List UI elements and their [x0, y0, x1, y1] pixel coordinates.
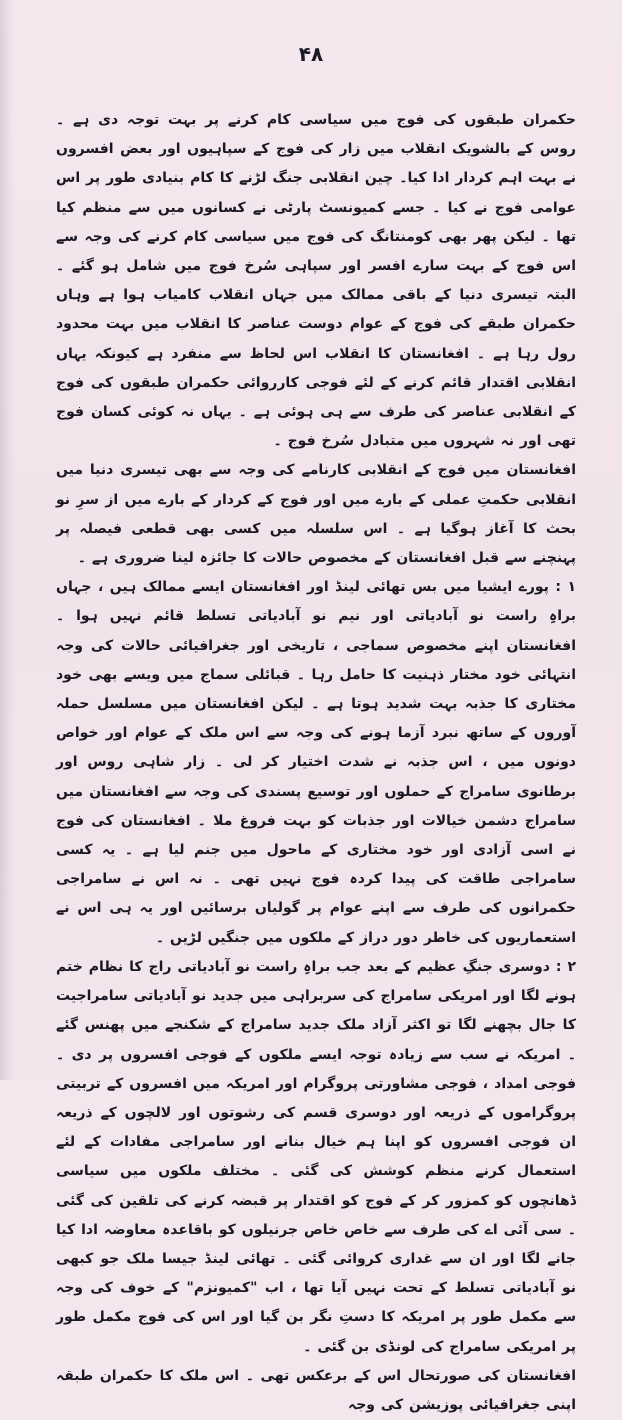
- paragraph-4: ۲ : دوسری جنگِ عظیم کے بعد جب براہِ راست نو آبادیاتی راج کا نظام ختم ہونے لگا اور امریکی سامراج کی سربراہی میں جدید نو آبادیاتی سامراجیت کا جال بچھنے لگا تو اکثر آزاد ملک جدید سامراج کے شکنجے میں پھنس گئے ۔ امریکہ نے سب سے زیادہ توجہ ایسے ملکوں کے فوجی افسروں پر دی ۔ فوجی امداد ، فوجی مشاورتی پروگرام اور امریکہ میں افسروں کے تربیتی پروگراموں کے ذریعہ اور دوسری قسم کی رشوتوں اور لالچوں کے ذریعہ ان فوجی افسروں کو اپنا ہم خیال بنانے اور سامراجی مفادات کے لئے استعمال کرنے منظم کوشش کی گئی ۔ مختلف ملکوں میں سیاسی ڈھانچوں کو کمزور کر کے فوج کو اقتدار پر قبضہ کرنے کی تلقین کی گئی ۔ سی آئی اے کی طرف سے خاص خاص جرنیلوں کو باقاعدہ معاوضہ ادا کیا جانے لگا اور ان سے غداری کروائی گئی ۔ تھائی لینڈ جیسا ملک جو کبھی نو آبادیاتی تسلط کے تحت نہیں آیا تھا ، اب "کمیونزم" کے خوف کی وجہ سے مکمل طور پر امریکہ کا دستِ نگر بن گیا اور اس کی فوج مکمل طور پر امریکی سامراج کی لونڈی بن گئی ۔: [56, 958, 576, 1355]
- paragraph-3: ۱ : پورے ایشیا میں بس تھائی لینڈ اور افغانستان ایسے ممالک ہیں ، جہاں براہِ راست نو آبادیاتی اور نیم نو آبادیاتی تسلط قائم نہیں ہوا ۔ افغانستان اپنے مخصوص سماجی ، تاریخی اور جغرافیائی حالات کی وجہ انتہائی خود مختار ذہنیت کا حامل رہا ۔ قبائلی سماج میں ویسے بھی خود مختاری کا جذبہ بہت شدید ہوتا ہے ۔ لیکن افغانستان میں مسلسل حملہ آوروں کے ساتھ نبرد آزما ہونے کی وجہ سے اس ملک کے عوام اور خواص دونوں میں ، اس جذبہ نے شدت اختیار کر لی ۔ زار شاہی روس اور برطانوی سامراج کے حملوں اور توسیع پسندی کی وجہ سے افغانستان میں سامراج دشمن خیالات اور جذبات کو بہت فروغ ملا ۔ افغانستان کی فوج نے اسی آزادی اور خود مختاری کے ماحول میں جنم لیا ہے ۔ یہ کسی سامراجی طاقت کی پیدا کردہ فوج نہیں تھی ۔ نہ اس نے سامراجی حکمرانوں کی طرف سے اپنے عوام پر گولیاں برسائیں اور یہ ہی اس نے استعماریوں کی خاطر دور دراز کے ملکوں میں جنگیں لڑیں ۔: [56, 579, 576, 946]
- paragraph-1: حکمران طبقوں کی فوج میں سیاسی کام کرنے پر بہت توجہ دی ہے ۔ روس کے بالشویک انقلاب میں زار کی فوج کے سپاہیوں اور بعض افسروں نے بہت اہم کردار ادا کیا۔ چین انقلابی جنگ لڑنے کا کام بنیادی طور پر اس عوامی فوج نے کیا ۔ جسے کمیونسٹ پارٹی نے کسانوں میں سے منظم کیا تھا ۔ لیکن پھر بھی کومنتانگ کی فوج میں سیاسی کام کرنے کی وجہ سے اس فوج کے بہت سارے افسر اور سپاہی سُرخ فوج میں شامل ہو گئے ۔ البتہ تیسری دنیا کے باقی ممالک میں جہاں انقلاب کامیاب ہوا ہے وہاں حکمران طبقے کی فوج کے عوام دوست عناصر کا انقلاب میں بہت محدود رول رہا ہے ۔ افغانستان کا انقلاب اس لحاظ سے منفرد ہے کیونکہ یہاں انقلابی اقتدار قائم کرنے کے لئے فوجی کارروائی حکمران طبقوں کی فوج کے انقلابی عناصر کی طرف سے ہی ہوئی ہے ۔ یہاں نہ کوئی کسان فوج تھی اور نہ شہروں میں متبادل سُرخ فوج ۔: [56, 112, 576, 450]
- page-body-text: [56, 106, 576, 1420]
- paragraph-5: افغانستان کی صورتحال اس کے برعکس تھی ۔ اس ملک کا حکمران طبقہ اپنی جغرافیائی پوزیشن کی وجہ: [56, 1367, 576, 1413]
- page-binding-shadow: [0, 0, 14, 1080]
- paragraph-2: افغانستان میں فوج کے انقلابی کارنامے کی وجہ سے بھی تیسری دنیا میں انقلابی حکمتِ عملی کے بارے میں اور فوج کے کردار کے بارے میں از سرِ نو بحث کا آغاز ہوگیا ہے ۔ اس سلسلہ میں کسی بھی قطعی فیصلہ پر پہنچنے سے قبل افغانستان کے مخصوص حالات کا جائزہ لینا ضروری ہے ۔: [56, 462, 576, 567]
- page-number: ۴۸: [298, 42, 324, 66]
